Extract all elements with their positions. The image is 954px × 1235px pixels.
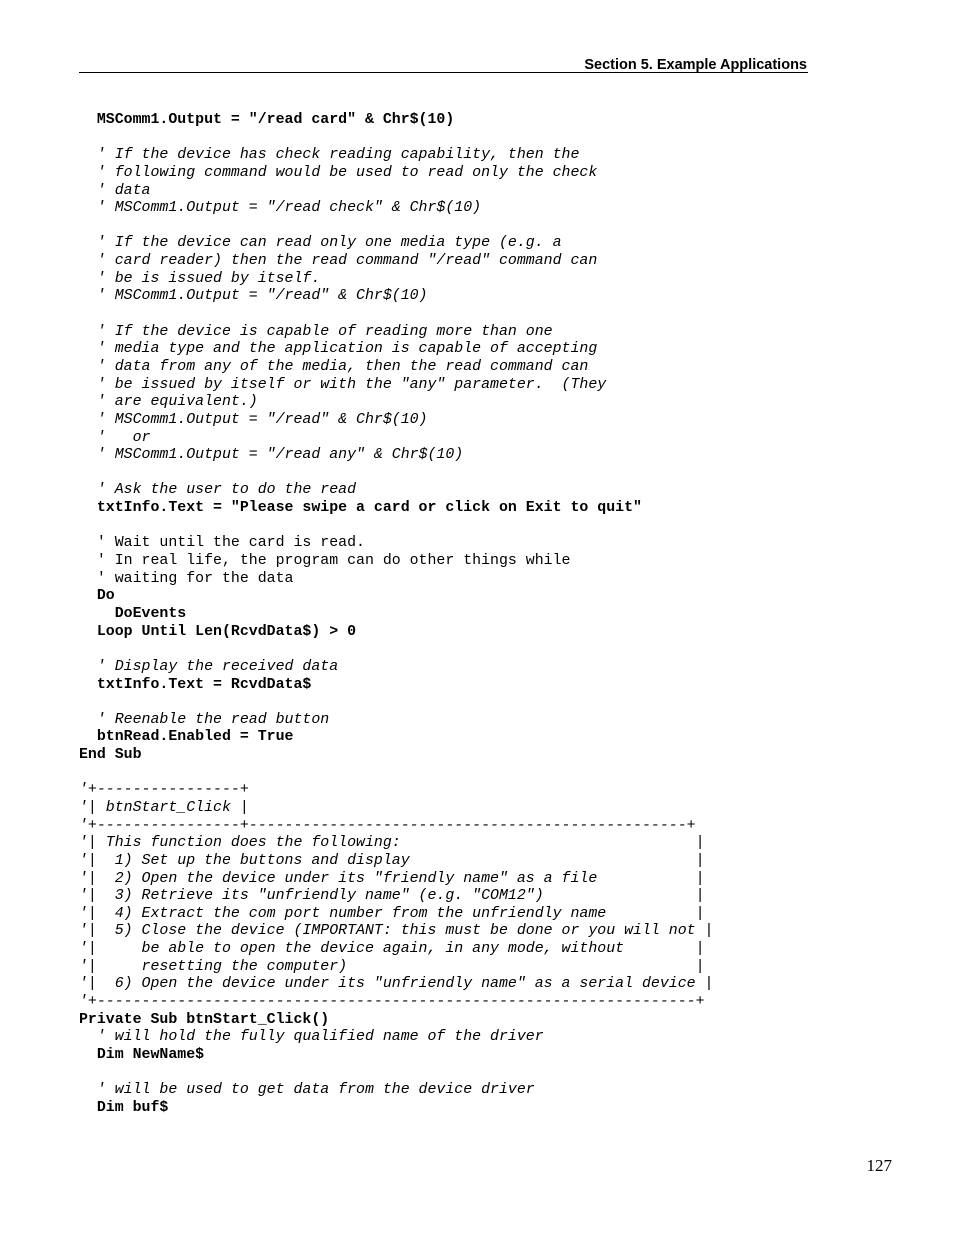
comment-line: '| 4) Extract the com port number from the unfriendly name | bbox=[79, 905, 705, 922]
comment-line: ' Display the received data bbox=[79, 658, 339, 675]
blank-line bbox=[79, 641, 779, 659]
blank-line bbox=[79, 130, 779, 148]
comment-line: '| be able to open the device again, in any mode, without | bbox=[79, 941, 705, 958]
comment-line: ' Ask the user to do the read bbox=[79, 482, 357, 499]
comment-line: '+----------------+-------------------------------------------------+ bbox=[79, 817, 696, 834]
code-line: Loop Until Len(RcvdData$) > 0 bbox=[79, 623, 357, 640]
comment-line: ' MSComm1.Output = "/read" & Chr$(10) bbox=[79, 288, 428, 305]
comment-line: '| 3) Retrieve its "unfriendly name" (e.g. "COM12") | bbox=[79, 888, 705, 905]
code-line: Private Sub btnStart_Click() bbox=[79, 1011, 330, 1028]
comment-line: ' If the device can read only one media type (e.g. a bbox=[79, 235, 562, 252]
code-line: btnRead.Enabled = True bbox=[79, 729, 294, 746]
code-line: Dim buf$ bbox=[79, 1099, 169, 1116]
comment-line: ' MSComm1.Output = "/read" & Chr$(10) bbox=[79, 411, 428, 428]
comment-line: ' card reader) then the read command "/read" command can bbox=[79, 253, 598, 270]
code-line: End Sub bbox=[79, 747, 142, 764]
comment-line: ' MSComm1.Output = "/read check" & Chr$(10) bbox=[79, 200, 482, 217]
comment-line: '+----------------+ bbox=[79, 782, 249, 799]
comment-line: ' waiting for the data bbox=[79, 570, 294, 587]
code-listing bbox=[79, 112, 779, 1118]
comment-line: ' In real life, the program can do other things while bbox=[79, 553, 571, 570]
code-line: Do bbox=[79, 588, 115, 605]
comment-line: ' or bbox=[79, 429, 151, 446]
blank-line bbox=[79, 518, 779, 536]
comment-line: ' MSComm1.Output = "/read any" & Chr$(10) bbox=[79, 447, 464, 464]
comment-line: ' data bbox=[79, 182, 151, 199]
blank-line bbox=[79, 306, 779, 324]
comment-line: '| resetting the computer) | bbox=[79, 958, 705, 975]
comment-line: ' Wait until the card is read. bbox=[79, 535, 365, 552]
comment-line: ' will hold the fully qualified name of the driver bbox=[79, 1029, 544, 1046]
comment-line: '+-------------------------------------------------------------------+ bbox=[79, 994, 705, 1011]
comment-line: '| 1) Set up the buttons and display | bbox=[79, 852, 705, 869]
comment-line: ' following command would be used to read only the check bbox=[79, 164, 598, 181]
blank-line bbox=[79, 218, 779, 236]
blank-line bbox=[79, 765, 779, 783]
page-number: 127 bbox=[866, 1156, 892, 1175]
comment-line: ' be issued by itself or with the "any" parameter. (They bbox=[79, 376, 607, 393]
code-line: Dim NewName$ bbox=[79, 1046, 205, 1063]
header-divider bbox=[79, 72, 808, 73]
comment-line: ' will be used to get data from the device driver bbox=[79, 1082, 535, 1099]
comment-line: ' data from any of the media, then the read command can bbox=[79, 358, 589, 375]
code-line: txtInfo.Text = "Please swipe a card or click on Exit to quit" bbox=[79, 500, 642, 517]
blank-line bbox=[79, 465, 779, 483]
comment-line: ' be is issued by itself. bbox=[79, 270, 321, 287]
comment-line: ' media type and the application is capable of accepting bbox=[79, 341, 598, 358]
blank-line bbox=[79, 1065, 779, 1083]
comment-line: '| btnStart_Click | bbox=[79, 799, 249, 816]
comment-line: '| 5) Close the device (IMPORTANT: this must be done or you will not | bbox=[79, 923, 714, 940]
section-header: Section 5. Example Applications bbox=[584, 57, 807, 73]
comment-line: '| This function does the following: | bbox=[79, 835, 705, 852]
comment-line: ' If the device has check reading capability, then the bbox=[79, 147, 580, 164]
blank-line bbox=[79, 694, 779, 712]
code-line: txtInfo.Text = RcvdData$ bbox=[79, 676, 312, 693]
comment-line: '| 6) Open the device under its "unfriendly name" as a serial device | bbox=[79, 976, 714, 993]
comment-line: '| 2) Open the device under its "friendly name" as a file | bbox=[79, 870, 705, 887]
comment-line: ' are equivalent.) bbox=[79, 394, 258, 411]
comment-line: ' If the device is capable of reading more than one bbox=[79, 323, 553, 340]
code-line: DoEvents bbox=[79, 605, 187, 622]
comment-line: ' Reenable the read button bbox=[79, 711, 330, 728]
code-line: MSComm1.Output = "/read card" & Chr$(10) bbox=[79, 112, 455, 128]
